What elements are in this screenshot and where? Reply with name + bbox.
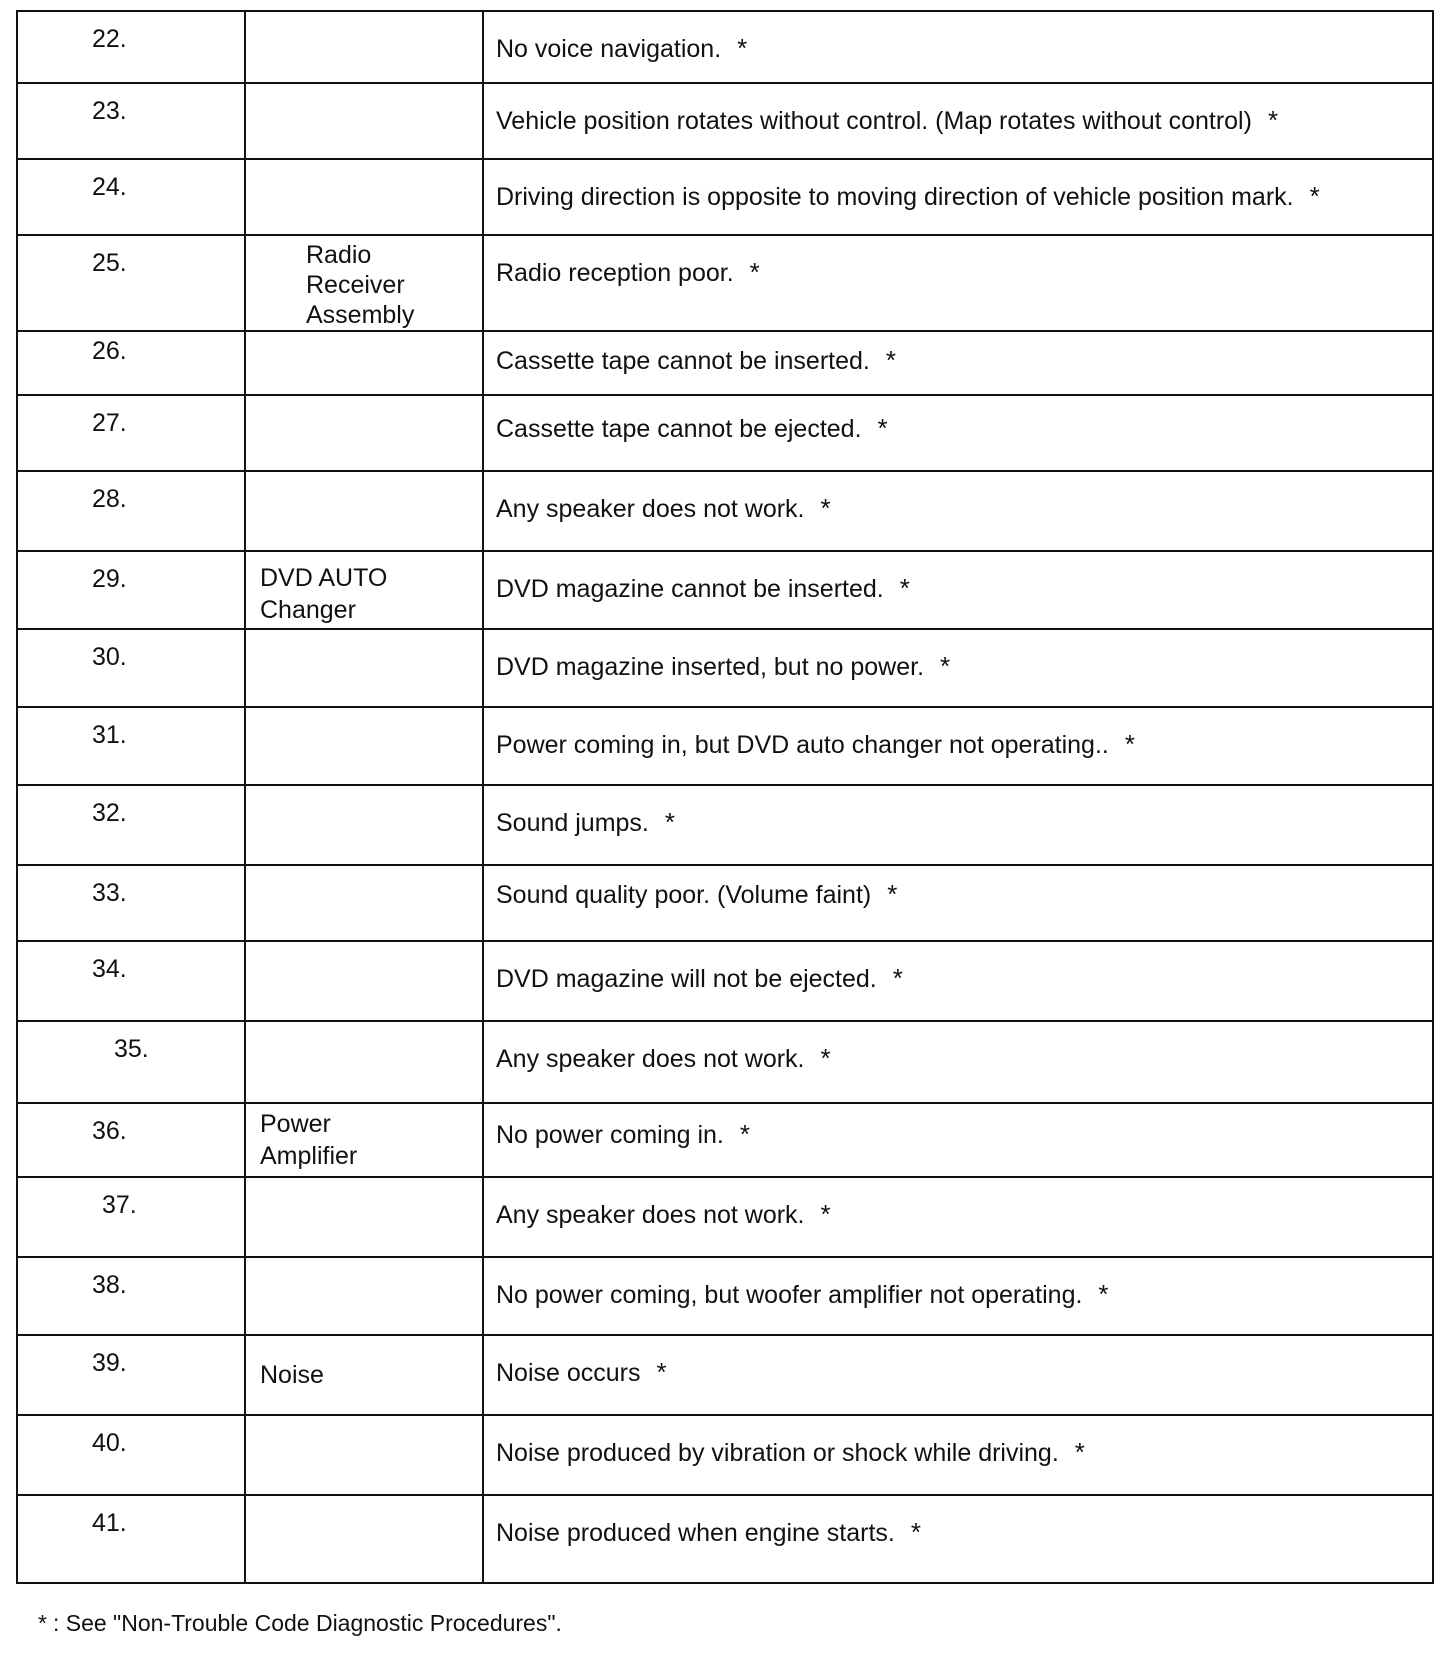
- component-cell: [245, 159, 483, 235]
- symptom-text: Power coming in, but DVD auto changer not operating..: [496, 731, 1109, 759]
- footnote: [38, 1610, 562, 1637]
- component-cell: [245, 1335, 483, 1415]
- table-row: [17, 83, 1433, 159]
- footnote-asterisk: *: [885, 345, 896, 375]
- row-number: 29.: [92, 565, 127, 593]
- component-cell: [245, 941, 483, 1021]
- component-label: Power Amplifier: [260, 1110, 358, 1170]
- table-row: [17, 235, 1433, 331]
- row-number-cell: [17, 11, 245, 83]
- row-number-cell: [17, 629, 245, 707]
- row-number: 35.: [114, 1035, 149, 1063]
- row-number: 27.: [92, 409, 127, 437]
- symptom-text: Any speaker does not work.: [496, 495, 805, 523]
- row-number: 30.: [92, 643, 127, 671]
- row-number-cell: [17, 235, 245, 331]
- row-number: 23.: [92, 97, 127, 125]
- table-row: [17, 785, 1433, 865]
- component-cell: [245, 83, 483, 159]
- row-number-cell: [17, 1495, 245, 1583]
- symptom-cell: [483, 941, 1433, 1021]
- symptom-text: Any speaker does not work.: [496, 1201, 805, 1229]
- symptom-cell: [483, 331, 1433, 395]
- symptom-text: Radio reception poor.: [496, 259, 734, 287]
- row-number: 33.: [92, 879, 127, 907]
- symptom-cell: [483, 1257, 1433, 1335]
- row-number-cell: [17, 1335, 245, 1415]
- footnote-asterisk: *: [1074, 1437, 1085, 1467]
- symptom-text: Sound jumps.: [496, 809, 649, 837]
- component-cell: [245, 629, 483, 707]
- component-cell: [245, 785, 483, 865]
- table-row: [17, 11, 1433, 83]
- row-number: 25.: [92, 249, 127, 277]
- symptom-cell: [483, 785, 1433, 865]
- symptom-text: Vehicle position rotates without control. (Map rotates without control): [496, 107, 1252, 135]
- row-number: 40.: [92, 1429, 127, 1457]
- row-number: 26.: [92, 337, 127, 365]
- row-number-cell: [17, 1177, 245, 1257]
- symptom-text: Noise occurs: [496, 1359, 641, 1387]
- symptom-cell: [483, 1021, 1433, 1103]
- symptom-text: No voice navigation.: [496, 35, 722, 63]
- table-row: [17, 629, 1433, 707]
- row-number: 39.: [92, 1349, 127, 1377]
- symptom-cell: [483, 551, 1433, 629]
- row-number: 41.: [92, 1509, 127, 1537]
- symptom-text: Cassette tape cannot be inserted.: [496, 347, 870, 375]
- symptom-cell: [483, 83, 1433, 159]
- row-number-cell: [17, 471, 245, 551]
- component-cell: [245, 395, 483, 471]
- row-number-cell: [17, 83, 245, 159]
- diagnostic-table-page: [16, 10, 1432, 1584]
- row-number-cell: [17, 331, 245, 395]
- footnote-asterisk: *: [1309, 181, 1320, 211]
- table-row: [17, 159, 1433, 235]
- symptom-cell: [483, 1335, 1433, 1415]
- table-row: [17, 471, 1433, 551]
- symptom-cell: [483, 707, 1433, 785]
- footnote-asterisk: *: [749, 257, 760, 287]
- component-cell: [245, 707, 483, 785]
- table-row: [17, 395, 1433, 471]
- footnote-asterisk: *: [1124, 729, 1135, 759]
- row-number: 36.: [92, 1117, 127, 1145]
- row-number-cell: [17, 1021, 245, 1103]
- table-row: [17, 941, 1433, 1021]
- footnote-asterisk: *: [737, 33, 748, 63]
- table-row: [17, 707, 1433, 785]
- component-cell: [245, 331, 483, 395]
- row-number-cell: [17, 159, 245, 235]
- component-cell: [245, 1103, 483, 1177]
- row-number: 24.: [92, 173, 127, 201]
- footnote-asterisk: *: [910, 1517, 921, 1547]
- component-label: DVD AUTO Changer: [260, 564, 388, 624]
- table-row: [17, 551, 1433, 629]
- table-row: [17, 1495, 1433, 1583]
- component-cell: [245, 551, 483, 629]
- symptom-text: Driving direction is opposite to moving direction of vehicle position mark.: [496, 183, 1294, 211]
- symptom-cell: [483, 1177, 1433, 1257]
- symptom-text: Noise produced when engine starts.: [496, 1519, 895, 1547]
- component-cell: [245, 865, 483, 941]
- symptom-cell: [483, 11, 1433, 83]
- row-number-cell: [17, 551, 245, 629]
- footnote-asterisk: *: [664, 807, 675, 837]
- row-number-cell: [17, 785, 245, 865]
- footnote-text: : See "Non-Trouble Code Diagnostic Procedures".: [52, 1610, 562, 1636]
- symptom-cell: [483, 865, 1433, 941]
- symptom-text: Any speaker does not work.: [496, 1045, 805, 1073]
- footnote-asterisk: *: [1098, 1279, 1109, 1309]
- row-number: 28.: [92, 485, 127, 513]
- symptom-cell: [483, 159, 1433, 235]
- table-row: [17, 331, 1433, 395]
- component-cell: [245, 471, 483, 551]
- symptom-text: No power coming, but woofer amplifier not operating.: [496, 1281, 1083, 1309]
- row-number: 38.: [92, 1271, 127, 1299]
- footnote-asterisk: *: [940, 651, 951, 681]
- footnote-asterisk: *: [739, 1119, 751, 1149]
- component-cell: [245, 1021, 483, 1103]
- symptom-cell: [483, 235, 1433, 331]
- component-cell: [245, 1415, 483, 1495]
- footnote-asterisk: *: [887, 879, 898, 909]
- symptom-text: Noise produced by vibration or shock while driving.: [496, 1439, 1059, 1467]
- row-number: 32.: [92, 799, 127, 827]
- footnote-asterisk: *: [820, 1043, 831, 1073]
- row-number-cell: [17, 707, 245, 785]
- row-number-cell: [17, 941, 245, 1021]
- table-row: [17, 865, 1433, 941]
- component-cell: [245, 1257, 483, 1335]
- row-number-cell: [17, 1103, 245, 1177]
- symptom-cell: [483, 629, 1433, 707]
- symptom-text: No power coming in.: [496, 1121, 724, 1149]
- footnote-asterisk: *: [899, 573, 910, 603]
- row-number: 34.: [92, 955, 127, 983]
- table-row: [17, 1021, 1433, 1103]
- symptom-text: DVD magazine inserted, but no power.: [496, 653, 925, 681]
- footnote-asterisk: *: [656, 1357, 667, 1387]
- component-label: Noise: [260, 1361, 324, 1389]
- table-row: [17, 1177, 1433, 1257]
- component-cell: [245, 235, 483, 331]
- symptom-cell: [483, 1415, 1433, 1495]
- symptom-cell: [483, 1495, 1433, 1583]
- row-number-cell: [17, 865, 245, 941]
- footnote-asterisk: *: [1267, 105, 1279, 135]
- row-number-cell: [17, 395, 245, 471]
- row-number: 22.: [92, 25, 127, 53]
- symptom-table: [16, 10, 1434, 1584]
- footnote-asterisk: *: [820, 1199, 831, 1229]
- row-number: 31.: [92, 721, 127, 749]
- component-cell: [245, 11, 483, 83]
- component-cell: [245, 1495, 483, 1583]
- table-row: [17, 1335, 1433, 1415]
- footnote-asterisk: *: [38, 1610, 47, 1636]
- component-label: Radio Receiver Assembly: [306, 241, 415, 329]
- symptom-text: DVD magazine cannot be inserted.: [496, 575, 884, 603]
- table-row: [17, 1415, 1433, 1495]
- symptom-cell: [483, 395, 1433, 471]
- row-number-cell: [17, 1257, 245, 1335]
- table-row: [17, 1257, 1433, 1335]
- symptom-text: Cassette tape cannot be ejected.: [496, 415, 862, 443]
- row-number: 37.: [102, 1191, 137, 1219]
- symptom-cell: [483, 1103, 1433, 1177]
- symptom-text: DVD magazine will not be ejected.: [496, 965, 877, 993]
- symptom-cell: [483, 471, 1433, 551]
- footnote-asterisk: *: [820, 493, 831, 523]
- component-cell: [245, 1177, 483, 1257]
- footnote-asterisk: *: [877, 413, 888, 443]
- table-row: [17, 1103, 1433, 1177]
- row-number-cell: [17, 1415, 245, 1495]
- footnote-asterisk: *: [892, 963, 903, 993]
- symptom-text: Sound quality poor. (Volume faint): [496, 881, 872, 909]
